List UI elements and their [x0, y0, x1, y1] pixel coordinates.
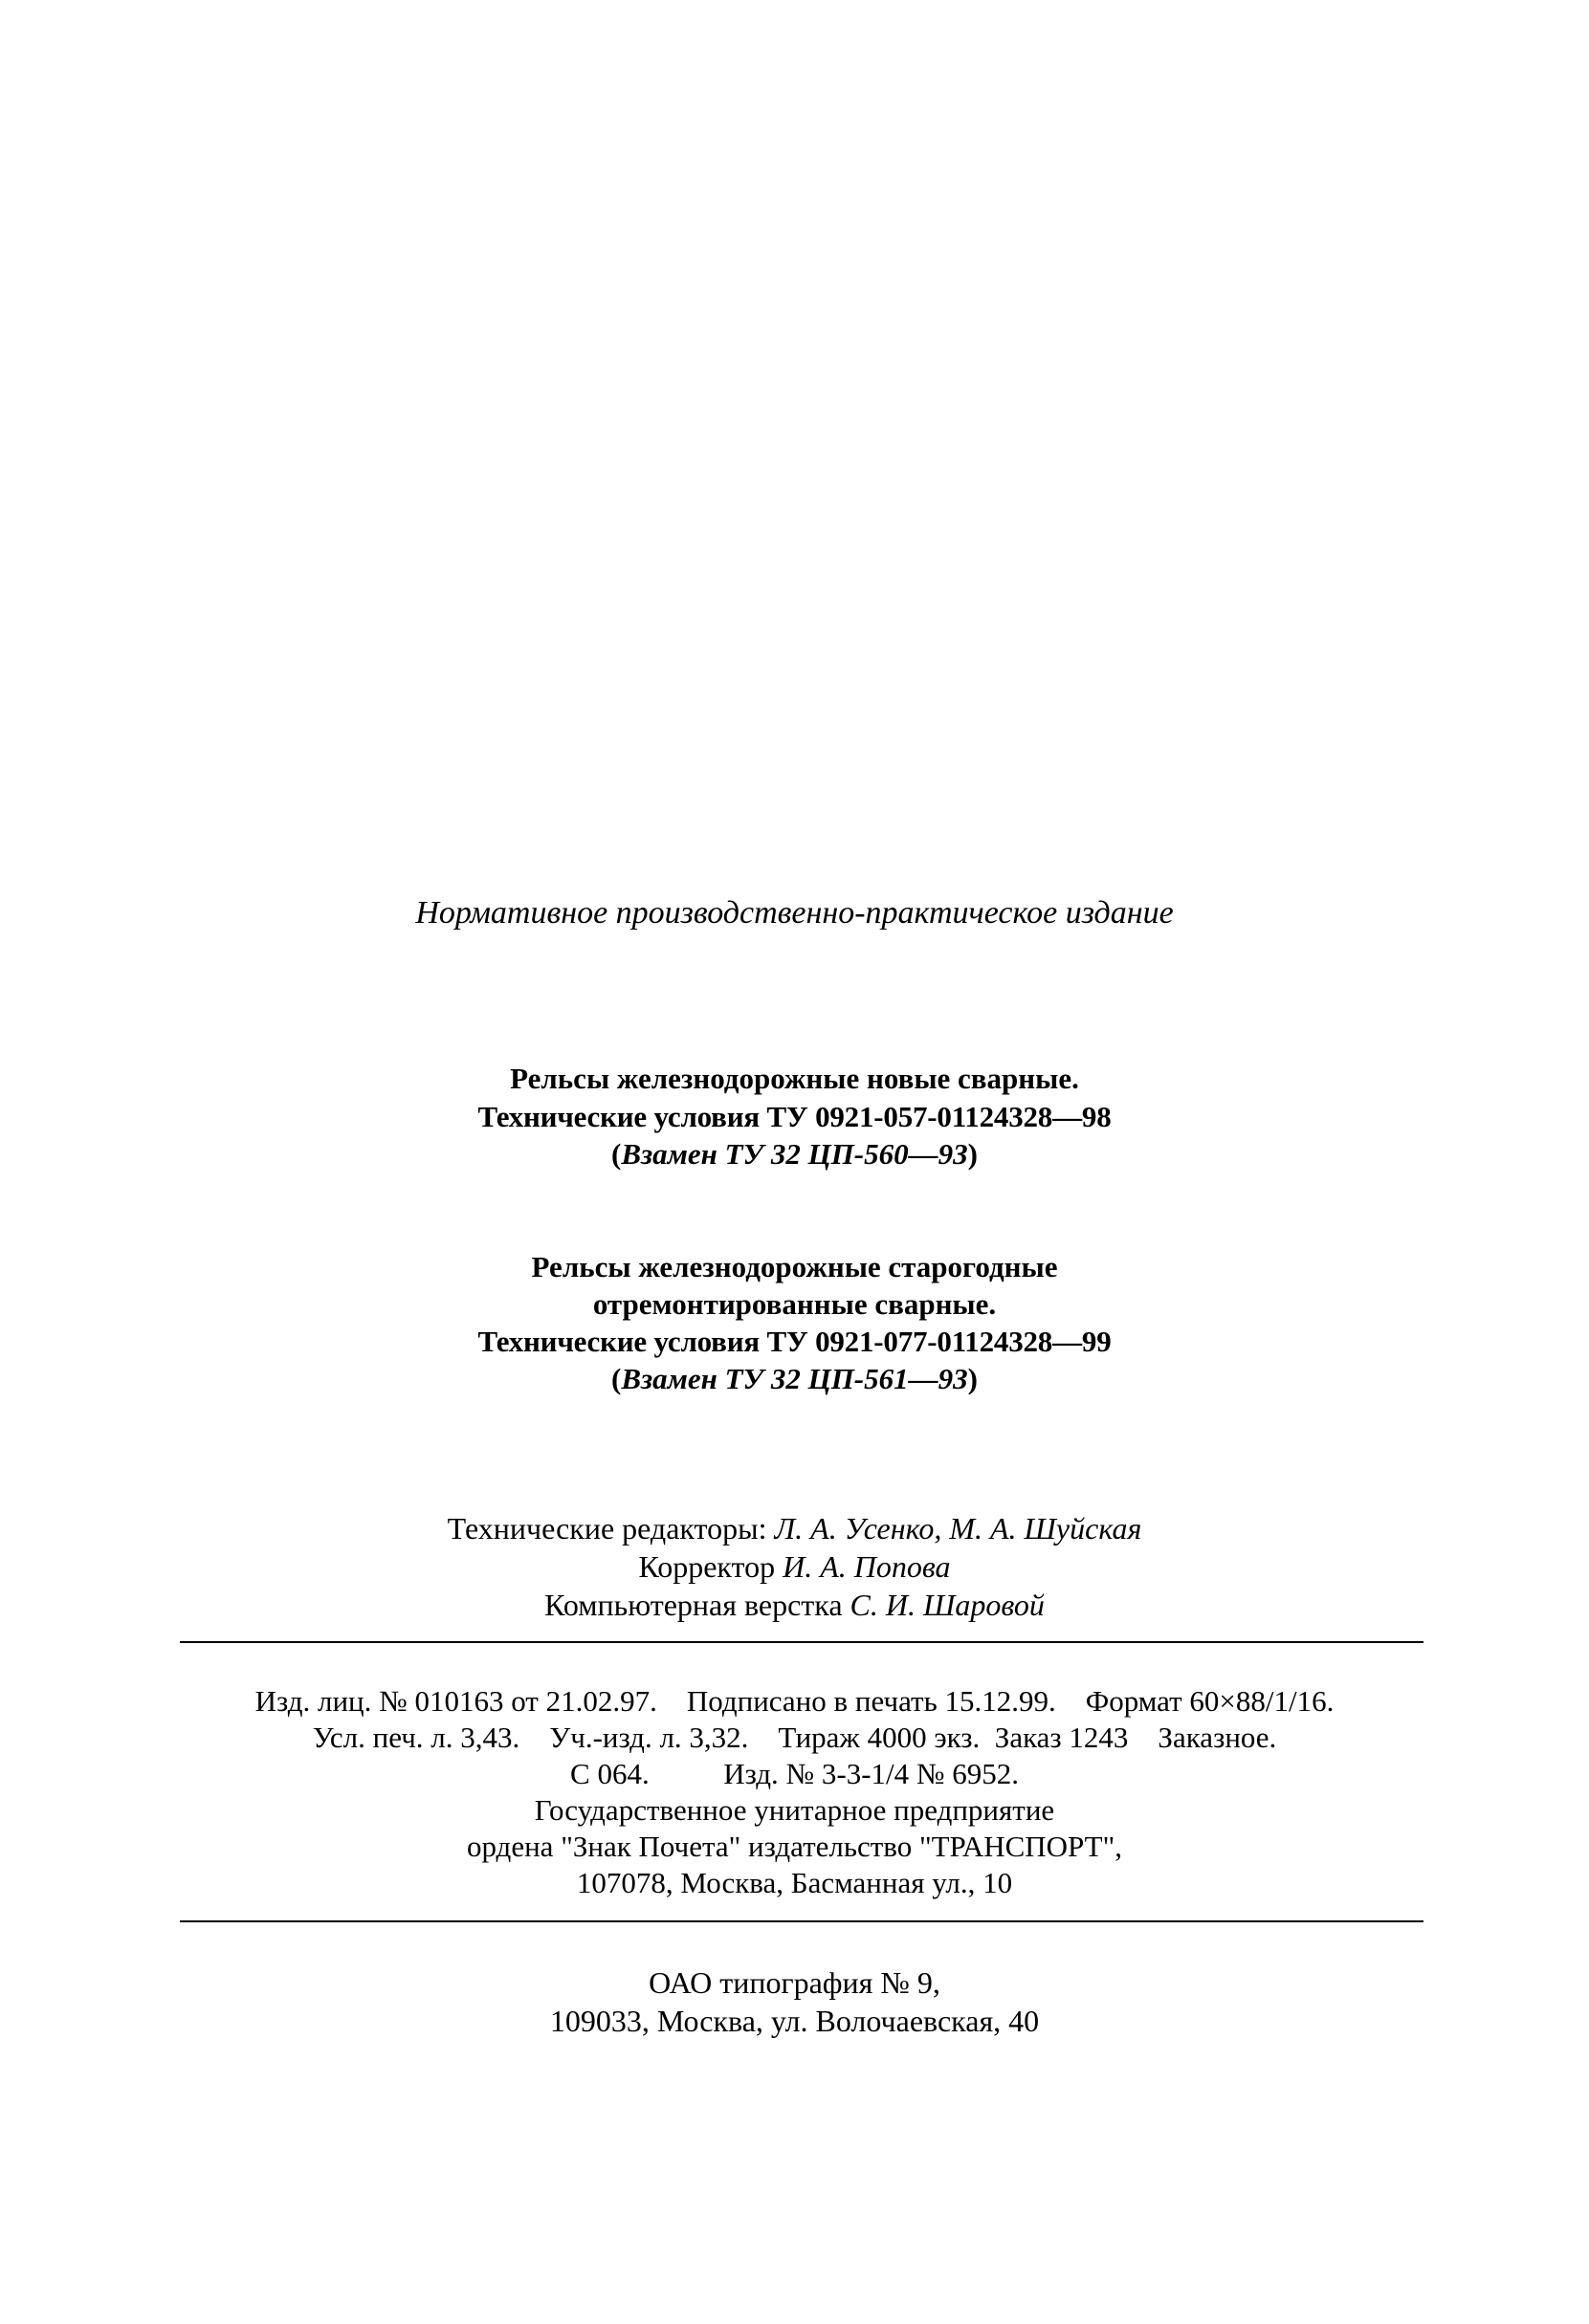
corrector	[0, 1551, 1589, 1582]
document2-title-line1: Рельсы железнодорожные старогодные	[531, 1250, 1058, 1283]
publisher-line1: Государственное унитарное предприятие	[534, 1793, 1055, 1827]
corrector-label: Корректор	[638, 1549, 776, 1584]
document2-title-line2: отремонтированные сварные.	[592, 1287, 997, 1321]
document2-replaces: Взамен ТУ 32 ЦП-561—93	[621, 1362, 968, 1395]
divider-top	[180, 1641, 1423, 1643]
document1-spec: Технические условия ТУ 0921-057-01124328—98	[477, 1100, 1112, 1133]
layout-name: С. И. Шаровой	[850, 1588, 1045, 1622]
document1-replaces-close: )	[967, 1137, 978, 1171]
layout-label: Компьютерная верстка	[544, 1588, 843, 1622]
publication-line2: Усл. печ. л. 3,43. Уч.-изд. л. 3,32. Тираж 4000 экз. Заказ 1243 Заказное.	[312, 1721, 1277, 1754]
document2-replaces-close: )	[967, 1362, 978, 1395]
tech-editors-label: Технические редакторы:	[447, 1511, 767, 1546]
printer-name: ОАО типография № 9,	[649, 1965, 940, 2000]
tech-editors	[0, 1513, 1589, 1544]
document2-replaces-open: (	[611, 1362, 622, 1395]
document1-title: Рельсы железнодорожные новые сварные.	[510, 1062, 1079, 1095]
publisher-line2: ордена "Знак Почета" издательство "ТРАНСПОРТ",	[466, 1830, 1123, 1863]
divider-bottom	[180, 1920, 1423, 1922]
printer-address: 109033, Москва, ул. Волочаевская, 40	[549, 2004, 1040, 2038]
document1-replaces-line	[0, 1139, 1589, 1169]
document2-spec: Технические условия ТУ 0921-077-01124328—99	[477, 1325, 1112, 1358]
publication-line3: С 064. Изд. № 3-3-1/4 № 6952.	[570, 1757, 1019, 1790]
document1-replaces-open: (	[611, 1137, 622, 1171]
publication-line1: Изд. лиц. № 010163 от 21.02.97. Подписано в печать 15.12.99. Формат 60×88/1/16.	[254, 1684, 1335, 1718]
document1-replaces: Взамен ТУ 32 ЦП-560—93	[621, 1137, 968, 1171]
corrector-name: И. А. Попова	[783, 1549, 951, 1584]
edition-type: Нормативное производственно-практическое издание	[415, 895, 1174, 931]
tech-editors-names: Л. А. Усенко, М. А. Шуйская	[774, 1511, 1142, 1546]
document2-replaces-line	[0, 1364, 1589, 1393]
publisher-address: 107078, Москва, Басманная ул., 10	[576, 1866, 1013, 1899]
layout-credit	[0, 1590, 1589, 1620]
